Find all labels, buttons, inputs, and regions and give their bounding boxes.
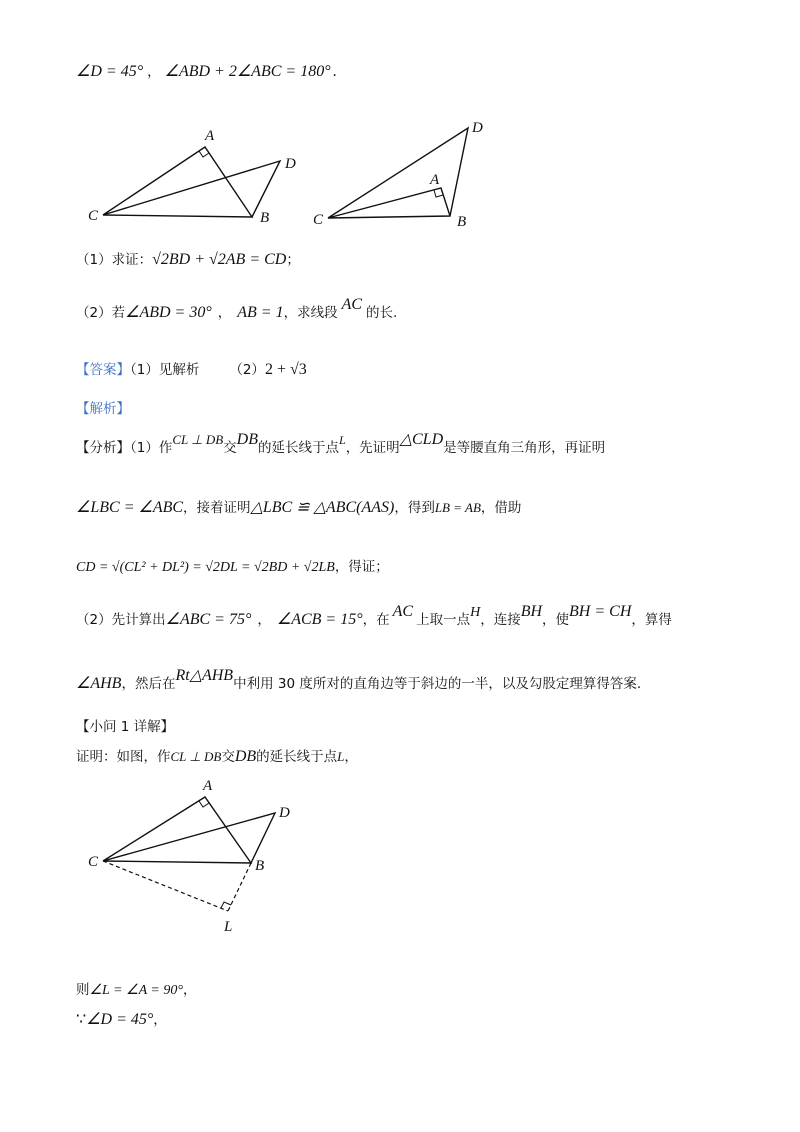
proof-line-1: 证明：如图，作CL ⊥ DB交DB的延长线于点L，: [76, 748, 358, 765]
fig1-label-a: A: [205, 128, 215, 144]
proof-line-2: 则∠L = ∠A = 90°，: [76, 982, 197, 998]
fig2-label-d: D: [472, 120, 483, 136]
jiexi-tag: 【解析】: [76, 401, 130, 417]
fig3-label-a: A: [203, 778, 213, 794]
fig3-label-c: C: [88, 854, 99, 870]
given-line: ∠D = 45° ， ∠ABD + 2∠ABC = 180° .: [76, 63, 337, 80]
analysis-line-3: CD = √(CL² + DL²) = √2DL = √2BD + √2LB，得证；: [76, 559, 389, 575]
answer-line: 【答案】（1）见解析 （2）2 + √3: [76, 361, 307, 378]
q1-formula: √2BD + √2AB = CD: [152, 251, 287, 268]
answer-part2-value: 2 + √3: [264, 361, 307, 378]
fig2-label-a: A: [430, 172, 440, 188]
fig1-label-b: B: [260, 210, 270, 226]
given-angle-d: ∠D = 45°: [76, 63, 144, 80]
fig1-label-c: C: [88, 208, 99, 224]
question-2: （2）若∠ABD = 30° ， AB = 1，求线段 AC 的长.: [76, 296, 398, 321]
analysis-line-2: ∠LBC = ∠ABC，接着证明△LBC ≌ △ABC(AAS)，得到LB = AB，借助: [76, 499, 522, 516]
analysis-line-4: （2）先计算出∠ABC = 75° ， ∠ACB = 15°，在 AC 上取一点H，连接BH，使BH = CH，算得: [76, 603, 672, 628]
figure-right: [310, 118, 500, 228]
q2-ac: AC: [341, 296, 363, 313]
figure-left: [85, 125, 305, 230]
q2-angle: ∠ABD = 30°: [125, 304, 212, 321]
fig2-label-c: C: [313, 212, 324, 228]
fig2-label-b: B: [457, 214, 467, 230]
analysis-line-1: 【分析】（1）作CL ⊥ DB交DB的延长线于点L，先证明△CLD是等腰直角三角形，再证明: [76, 431, 606, 456]
fig1-label-d: D: [285, 156, 296, 172]
proof-line-3: ∵∠D = 45°，: [76, 1011, 167, 1028]
analysis-line-5: ∠AHB，然后在Rt△AHB中利用 30 度所对的直角边等于斜边的一半，以及勾股定理算得答案.: [76, 667, 642, 692]
figure-proof: [85, 775, 305, 935]
given-relation: ∠ABD + 2∠ABC = 180°: [164, 63, 331, 80]
answer-tag: 【答案】: [76, 362, 130, 378]
fig3-label-l: L: [224, 919, 233, 935]
fig3-label-b: B: [255, 858, 265, 874]
question-1: （1）求证：√2BD + √2AB = CD；: [76, 251, 300, 268]
step1-header: 【小问 1 详解】: [76, 719, 175, 735]
analysis-tag: 【分析】: [76, 440, 130, 456]
fig3-label-d: D: [279, 805, 290, 821]
answer-part1: （1）见解析: [130, 362, 200, 378]
q2-ab: AB = 1: [237, 304, 284, 321]
